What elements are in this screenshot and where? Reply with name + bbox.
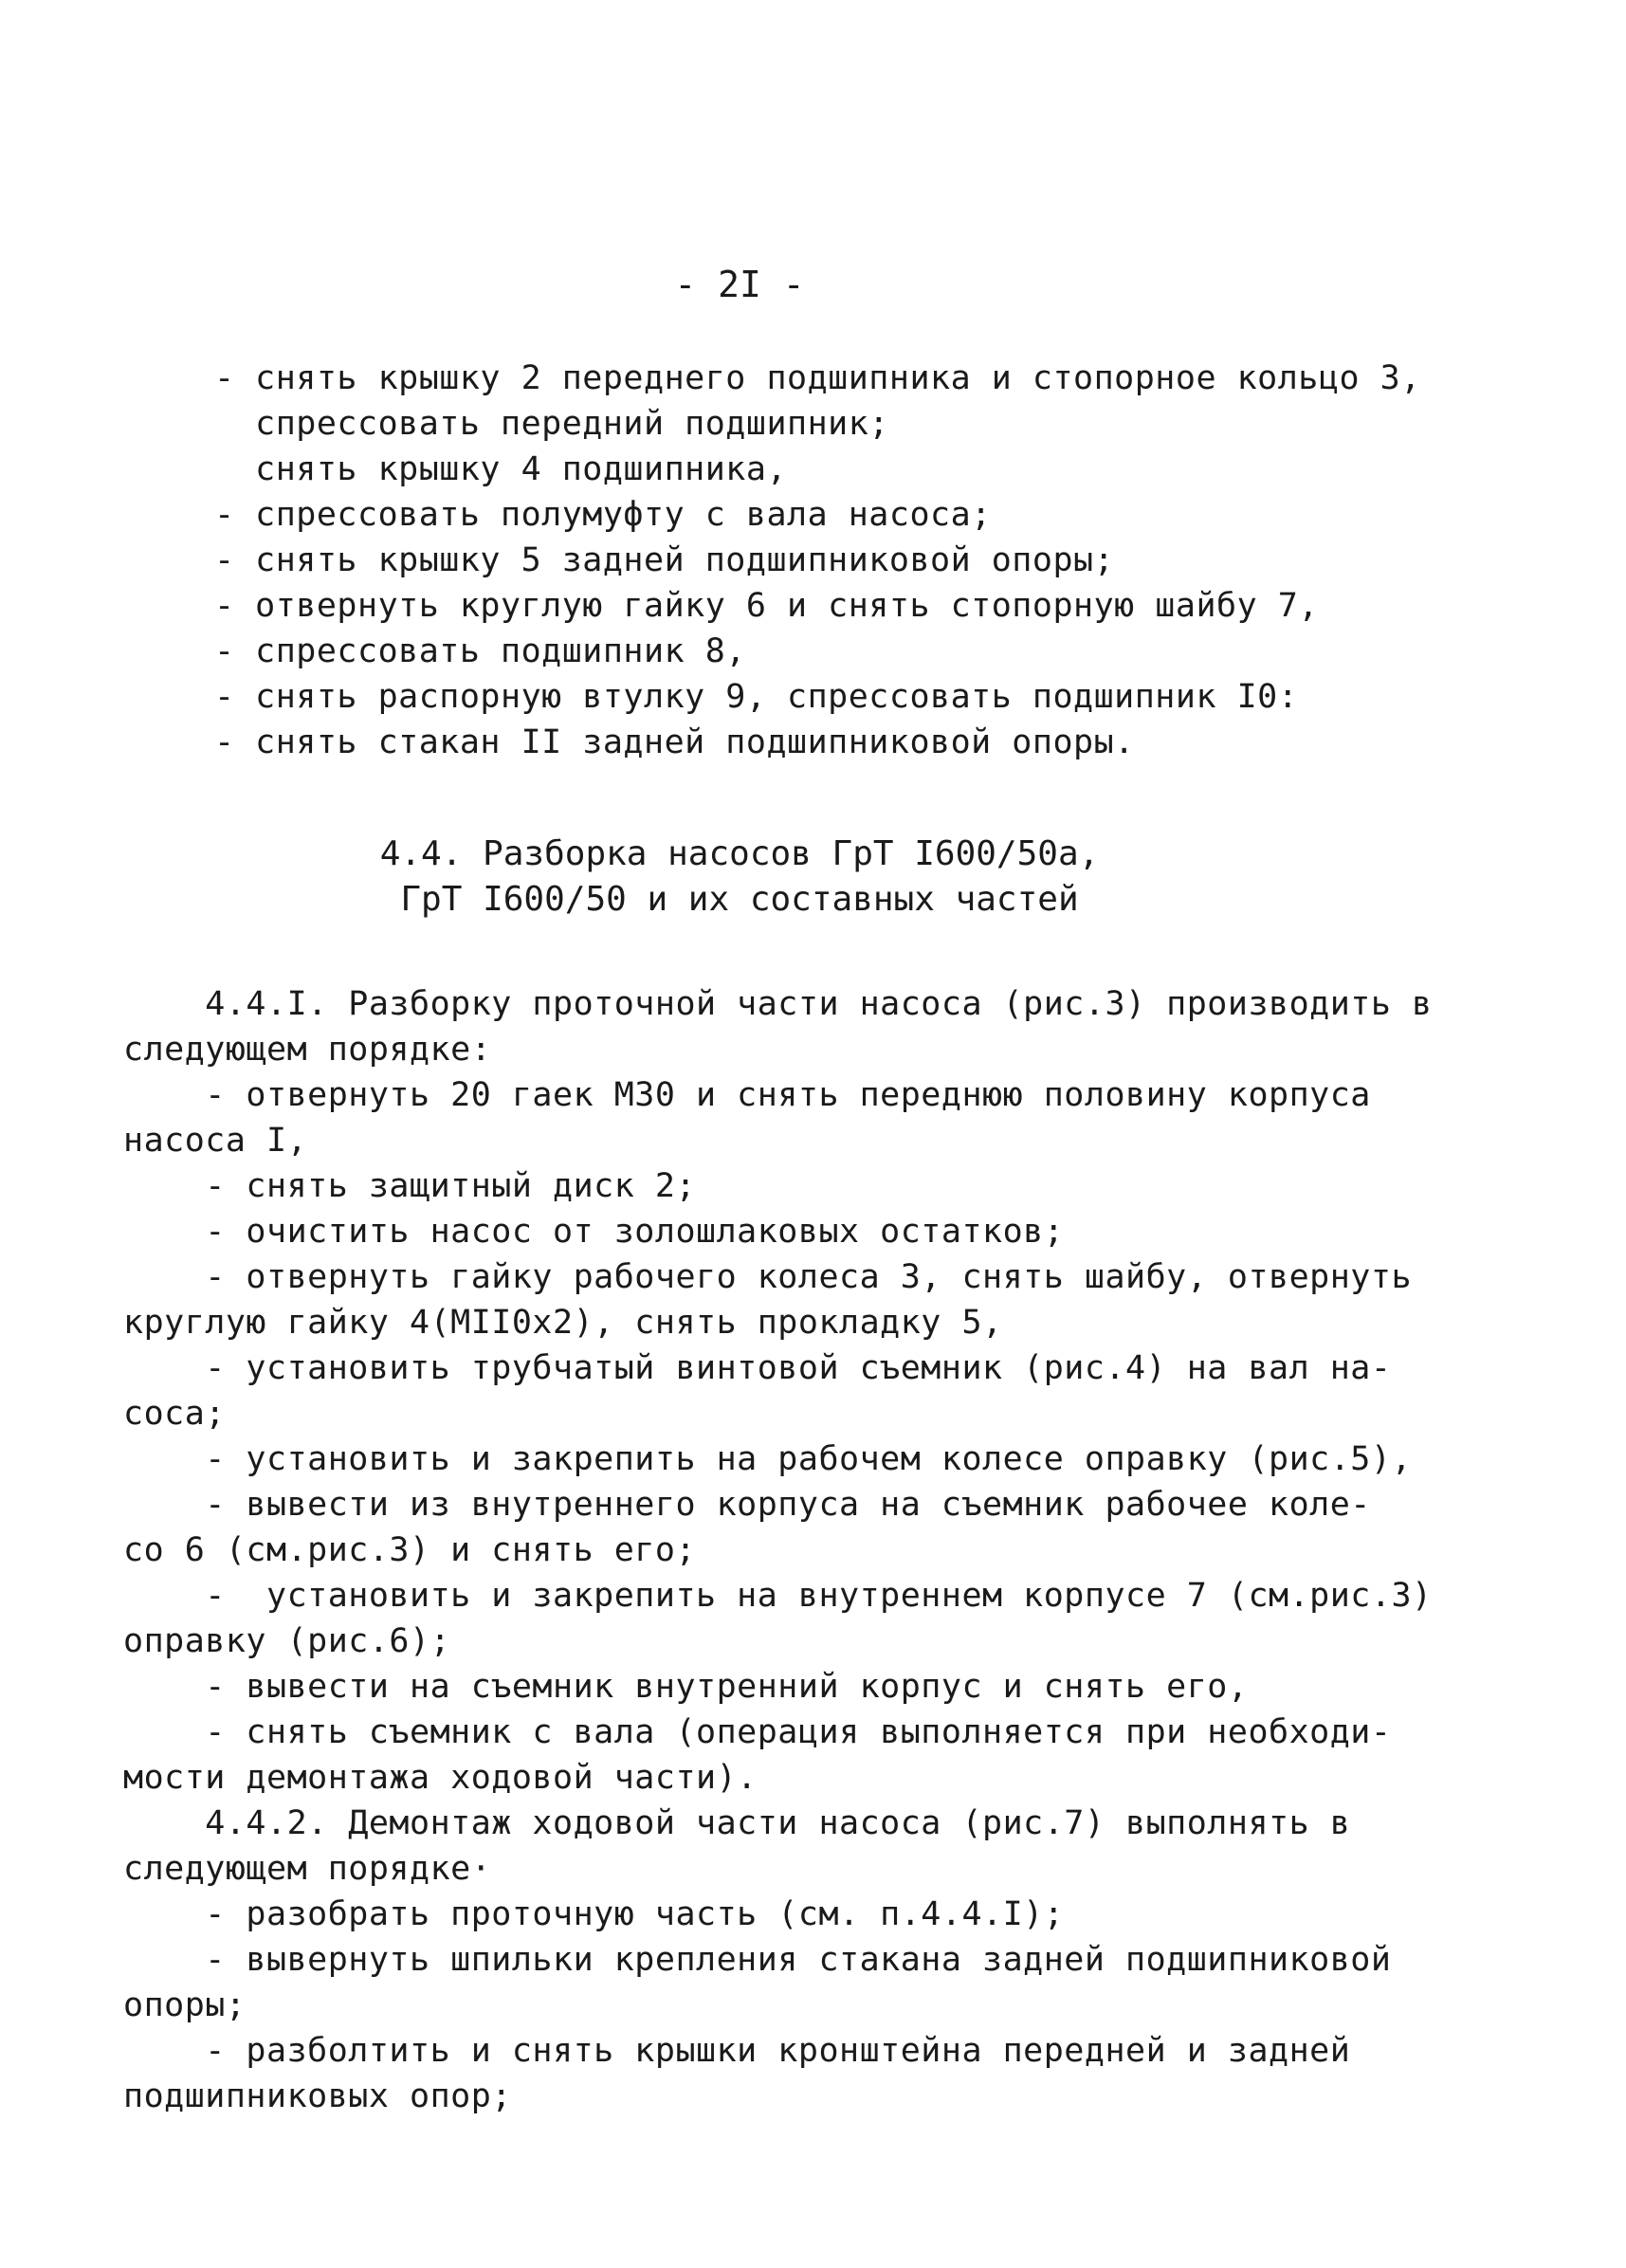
body-line: - очистить насос от золошлаковых остатков; <box>123 1213 1065 1251</box>
body-line: опоры; <box>123 1986 247 2024</box>
body-line: - отвернуть 20 гаек М30 и снять переднюю половину корпуса <box>123 1076 1371 1114</box>
body-line: насоса I, <box>123 1122 308 1160</box>
body-line: со 6 (см.рис.3) и снять его; <box>123 1531 697 1569</box>
body-line: - вывернуть шпильки крепления стакана задней подшипниковой <box>123 1941 1392 1979</box>
page-number: - 2I - <box>674 264 805 305</box>
body-line: - снять съемник с вала (операция выполняется при необходи- <box>123 1713 1392 1751</box>
list-item: - снять стакан II задней подшипниковой опоры. <box>214 723 1135 761</box>
body-line: - разобрать проточную часть (см. п.4.4.I); <box>123 1895 1065 1933</box>
list-item: - снять распорную втулку 9, спрессовать подшипник I0: <box>214 678 1299 716</box>
body-line: - установить трубчатый винтовой съемник (рис.4) на вал на- <box>123 1349 1392 1387</box>
body-line: - установить и закрепить на внутреннем корпусе 7 (см.рис.3) <box>123 1577 1433 1615</box>
body-line: 4.4.2. Демонтаж ходовой части насоса (рис.7) выполнять в <box>123 1804 1351 1842</box>
body-line: - установить и закрепить на рабочем колесе оправку (рис.5), <box>123 1440 1413 1478</box>
list-item: - спрессовать подшипник 8, <box>214 632 746 670</box>
list-item: - снять крышку 2 переднего подшипника и стопорное кольцо 3, <box>214 359 1421 397</box>
body-line: следующем порядке· <box>123 1850 492 1888</box>
list-item: - снять крышку 5 задней подшипниковой опоры; <box>214 541 1115 579</box>
body-line: - вывести из внутреннего корпуса на съемник рабочее коле- <box>123 1486 1371 1524</box>
body-line: круглую гайку 4(МII0х2), снять прокладку 5, <box>123 1304 1003 1342</box>
body-line: - отвернуть гайку рабочего колеса 3, снять шайбу, отвернуть <box>123 1258 1413 1296</box>
body-line: мости демонтажа ходовой части). <box>123 1759 758 1797</box>
body-line: - разболтить и снять крышки кронштейна передней и задней <box>123 2032 1351 2070</box>
list-item: - спрессовать полумуфту с вала насоса; <box>214 496 992 534</box>
body-line: подшипниковых опор; <box>123 2077 512 2115</box>
list-item: - отвернуть круглую гайку 6 и снять стопорную шайбу 7, <box>214 587 1319 625</box>
body-line: оправку (рис.6); <box>123 1622 451 1660</box>
body-line: следующем порядке: <box>123 1031 492 1069</box>
list-item: спрессовать передний подшипник; <box>214 405 889 443</box>
body-line: 4.4.I. Разборку проточной части насоса (рис.3) производить в <box>123 985 1433 1023</box>
body-line: соса; <box>123 1395 226 1433</box>
body-line: - снять защитный диск 2; <box>123 1167 697 1205</box>
body-line: - вывести на съемник внутренний корпус и снять его, <box>123 1668 1249 1706</box>
list-item: снять крышку 4 подшипника, <box>214 450 788 488</box>
heading-line: 4.4. Разборка насосов ГрТ I600/50а, <box>379 834 1100 873</box>
heading-line: ГрТ I600/50 и их составных частей <box>400 880 1079 919</box>
